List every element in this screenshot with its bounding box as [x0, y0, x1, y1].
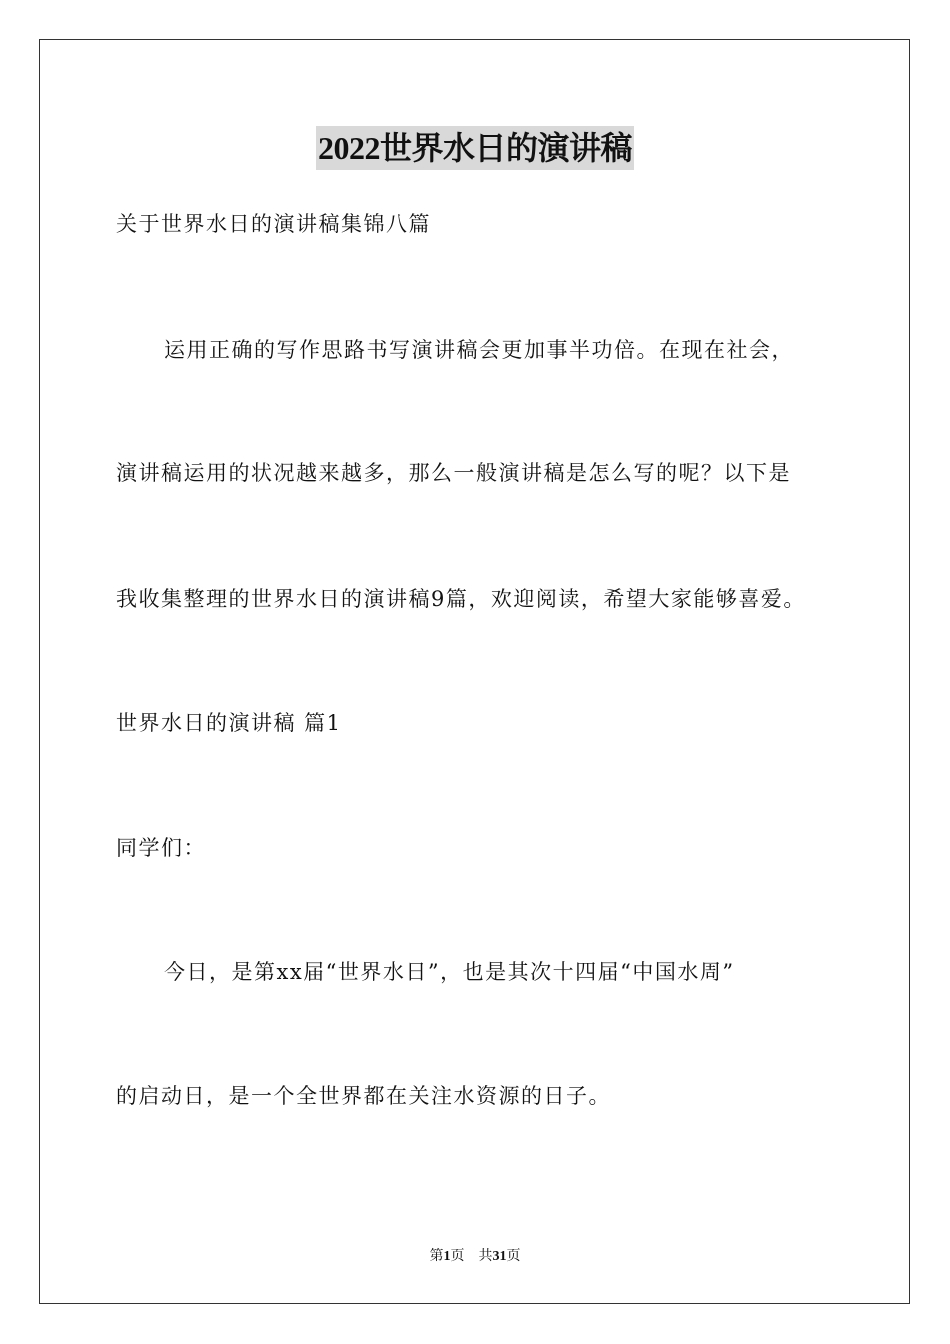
salutation-line: 同学们： [116, 836, 206, 860]
footer-total-prefix: 共 [478, 1249, 493, 1264]
document-title-text: 2022世界水日的演讲稿 [316, 126, 634, 170]
footer-page-suffix: 页 [450, 1249, 465, 1264]
section-heading: 世界水日的演讲稿 篇1 [116, 711, 342, 735]
footer-page-prefix: 第 [429, 1249, 444, 1264]
footer-page-number: 1 [443, 1249, 451, 1264]
page-footer [0, 1247, 950, 1267]
footer-total-suffix: 页 [506, 1249, 521, 1264]
paragraph-line: 运用正确的写作思路书写演讲稿会更加事半功倍。在现在社会， [164, 338, 794, 362]
subtitle-line: 关于世界水日的演讲稿集锦八篇 [116, 212, 431, 236]
paragraph-line: 今日，是第xx届“世界水日”，也是其次十四届“中国水周” [164, 960, 735, 984]
document-title [0, 126, 950, 170]
paragraph-line: 的启动日，是一个全世界都在关注水资源的日子。 [116, 1084, 611, 1108]
footer-total-pages: 31 [492, 1249, 507, 1264]
paragraph-line: 演讲稿运用的状况越来越多，那么一般演讲稿是怎么写的呢？以下是 [116, 461, 791, 485]
paragraph-line: 我收集整理的世界水日的演讲稿9篇，欢迎阅读，希望大家能够喜爱。 [116, 587, 806, 611]
